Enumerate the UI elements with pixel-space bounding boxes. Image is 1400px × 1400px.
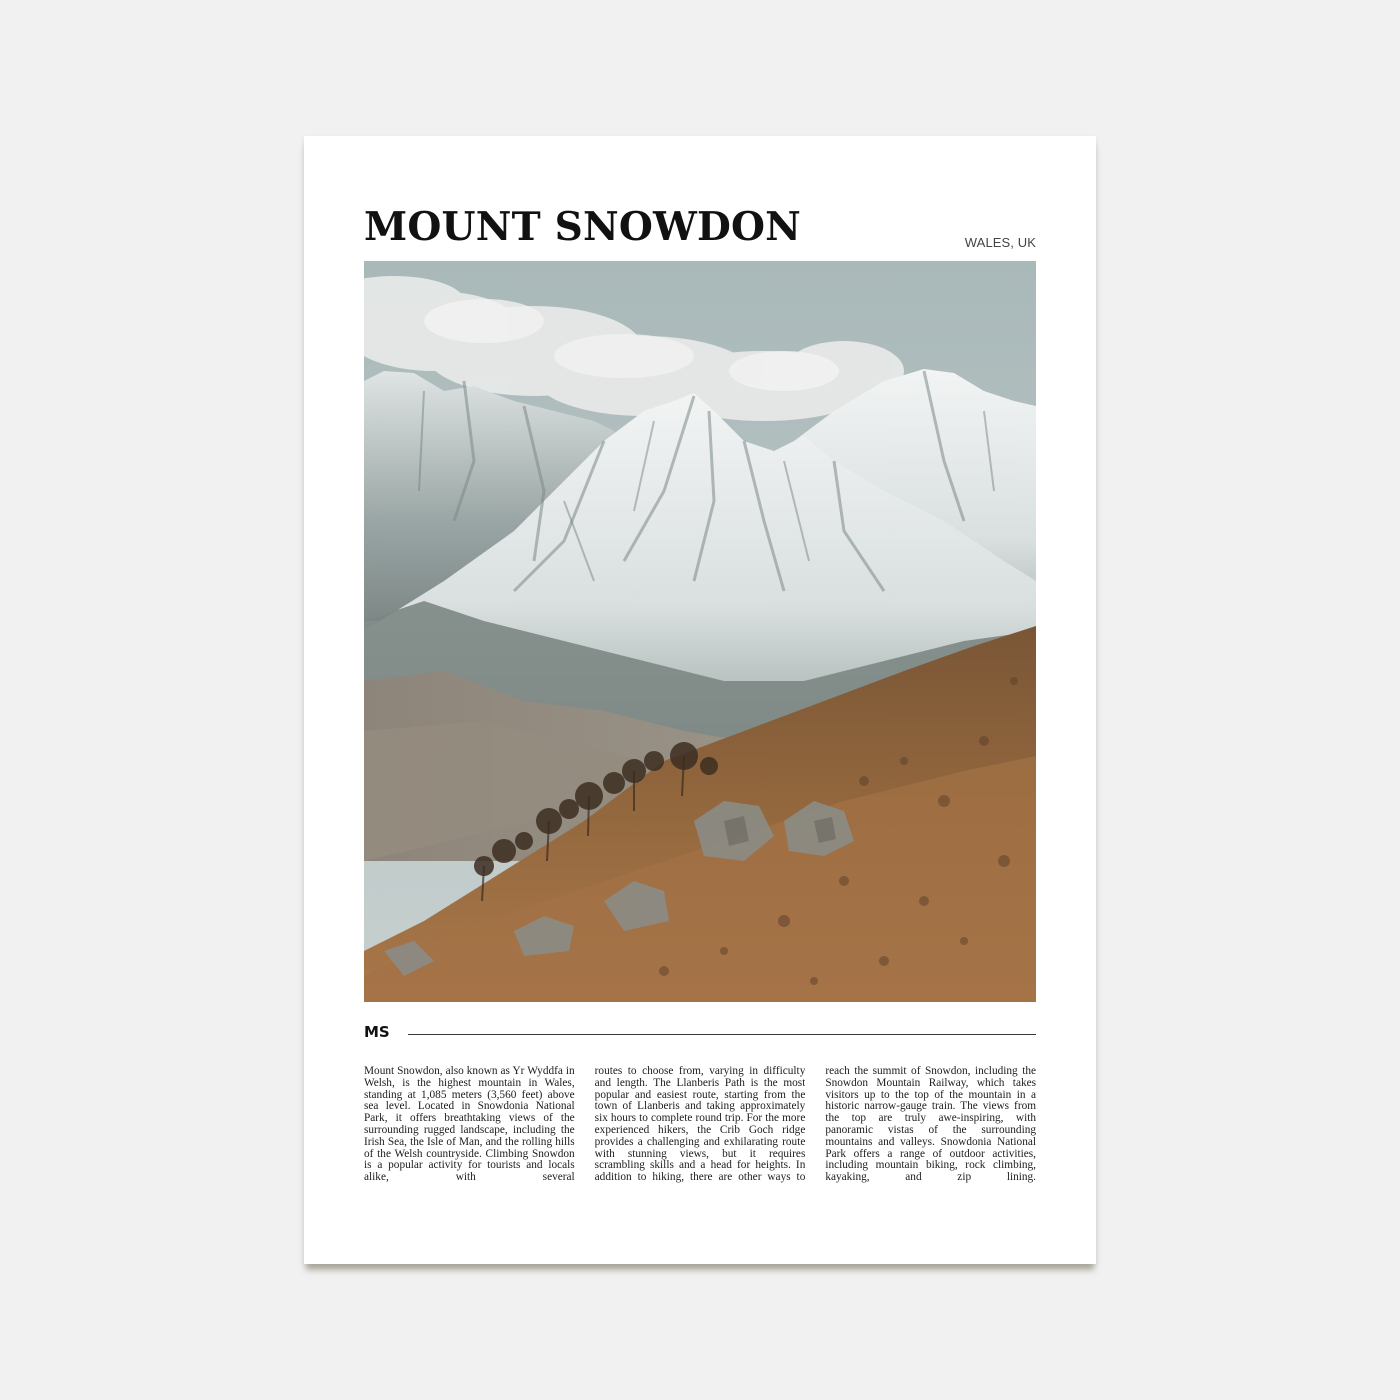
description-column-2: routes to choose from, varying in difficulty and length. The Llanberis Path is the most popular and easiest route, starting from the town of Llanberis and taking approximately six hours to complete round trip. For the more experienced hikers, the Crib Goch ridge provides a challenging and exhilarating route with stunning views, but it requires scrambling skills and a head for heights. In addition to hiking, there are other ways to — [594, 1066, 806, 1184]
divider-line — [408, 1034, 1036, 1035]
location-label: WALES, UK — [964, 235, 1036, 250]
abbreviation-label: MS — [364, 1023, 390, 1041]
description-columns — [364, 1066, 1036, 1196]
poster-title: MOUNT SNOWDON — [364, 204, 802, 250]
description-column-3: reach the summit of Snowdon, including the Snowdon Mountain Railway, which takes visitors up to the top of the mountain in a historic narrow-gauge train. The views from the top are truly awe-inspiring, with panoramic vistas of the surrounding mountains and valleys. Snowdonia National Park offers a range of outdoor activities, including mountain biking, rock climbing, kayaking, and zip lining. — [825, 1066, 1037, 1184]
description-column-1: Mount Snowdon, also known as Yr Wyddfa in Welsh, is the highest mountain in Wales, standing at 1,085 meters (3,560 feet) above sea level. Located in Snowdonia National Park, it offers breathtaking views of the surrounding rugged landscape, including the Irish Sea, the Isle of Man, and the rolling hills of the Welsh countryside. Climbing Snowdon is a popular activity for tourists and locals alike, with several — [364, 1066, 575, 1184]
poster — [304, 136, 1096, 1264]
mountain-photo — [364, 261, 1036, 1002]
